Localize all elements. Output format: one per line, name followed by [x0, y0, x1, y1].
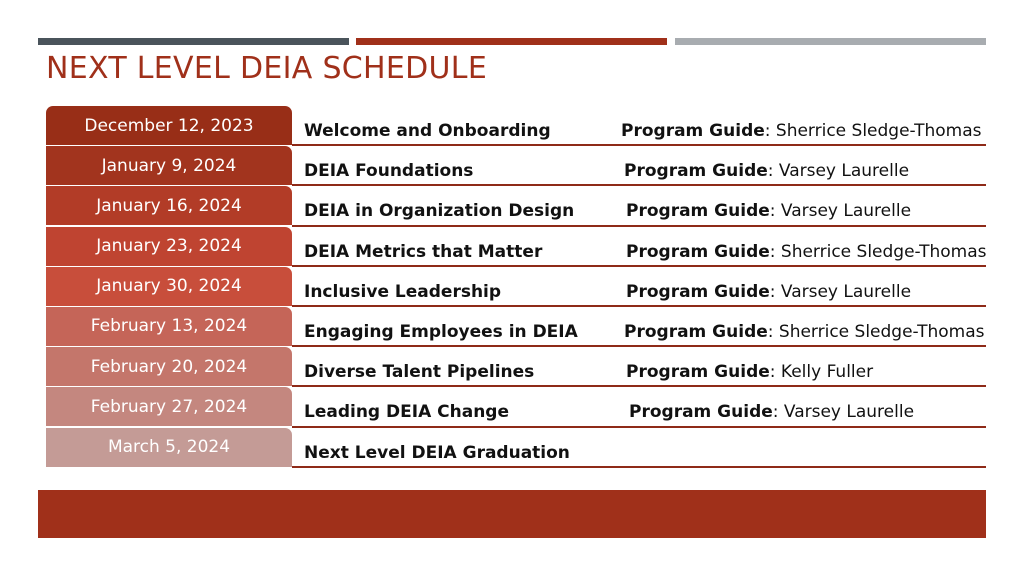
program-guide-name: : Kelly Fuller: [769, 362, 874, 383]
session-topic: Leading DEIA Change: [304, 402, 509, 423]
program-guide-label: Program Guide: [626, 362, 770, 383]
schedule-row: [46, 387, 986, 427]
schedule-row: [46, 186, 986, 226]
footer-band: [38, 490, 986, 538]
session-topic: Welcome and Onboarding: [304, 121, 551, 141]
accent-bar-gray: [675, 38, 986, 45]
schedule-row: [46, 146, 986, 186]
program-guide-name: : Varsey Laurelle: [772, 402, 915, 423]
program-guide: [626, 242, 987, 262]
session-date: February 13, 2024: [46, 307, 292, 346]
program-guide-name: : Varsey Laurelle: [769, 201, 912, 222]
session-date: January 23, 2024: [46, 227, 292, 266]
program-guide: [626, 201, 911, 221]
page-title: NEXT LEVEL DEIA SCHEDULE: [46, 51, 488, 86]
schedule-table: [46, 106, 986, 468]
schedule-row: [46, 347, 986, 387]
program-guide-label: Program Guide: [624, 321, 768, 342]
schedule-row: [46, 106, 986, 146]
session-date: January 30, 2024: [46, 267, 292, 306]
program-guide-label: Program Guide: [626, 281, 770, 302]
program-guide-name: : Sherrice Sledge-Thomas: [767, 321, 985, 342]
session-topic: Next Level DEIA Graduation: [304, 442, 570, 463]
program-guide-name: : Sherrice Sledge-Thomas: [769, 241, 987, 262]
program-guide-name: : Varsey Laurelle: [767, 161, 910, 182]
program-guide: [626, 362, 873, 382]
program-guide-label: Program Guide: [624, 161, 768, 182]
row-divider: [292, 466, 986, 468]
schedule-row: [46, 428, 986, 468]
session-topic: DEIA Metrics that Matter: [304, 241, 543, 262]
session-topic: Inclusive Leadership: [304, 281, 502, 302]
session-date: December 12, 2023: [46, 106, 292, 145]
program-guide-label: Program Guide: [621, 121, 765, 141]
program-guide: [621, 121, 982, 141]
program-guide: [624, 322, 985, 342]
session-topic: DEIA Foundations: [304, 161, 474, 182]
session-date: January 9, 2024: [46, 146, 292, 185]
accent-bar-dark: [38, 38, 349, 45]
program-guide: [626, 282, 911, 302]
session-date: March 5, 2024: [46, 428, 292, 467]
program-guide-name: : Varsey Laurelle: [769, 281, 912, 302]
session-date: February 27, 2024: [46, 387, 292, 426]
schedule-row: [46, 227, 986, 267]
schedule-row: [46, 267, 986, 307]
program-guide: [624, 161, 909, 181]
program-guide: [629, 402, 914, 422]
schedule-row: [46, 307, 986, 347]
program-guide-name: : Sherrice Sledge-Thomas: [764, 121, 982, 141]
program-guide-label: Program Guide: [626, 241, 770, 262]
session-topic: Diverse Talent Pipelines: [304, 362, 535, 383]
session-topic: Engaging Employees in DEIA: [304, 321, 578, 342]
session-topic: DEIA in Organization Design: [304, 201, 575, 222]
accent-bar-rust: [356, 38, 667, 45]
session-date: January 16, 2024: [46, 186, 292, 225]
session-date: February 20, 2024: [46, 347, 292, 386]
program-guide-label: Program Guide: [626, 201, 770, 222]
program-guide-label: Program Guide: [629, 402, 773, 423]
